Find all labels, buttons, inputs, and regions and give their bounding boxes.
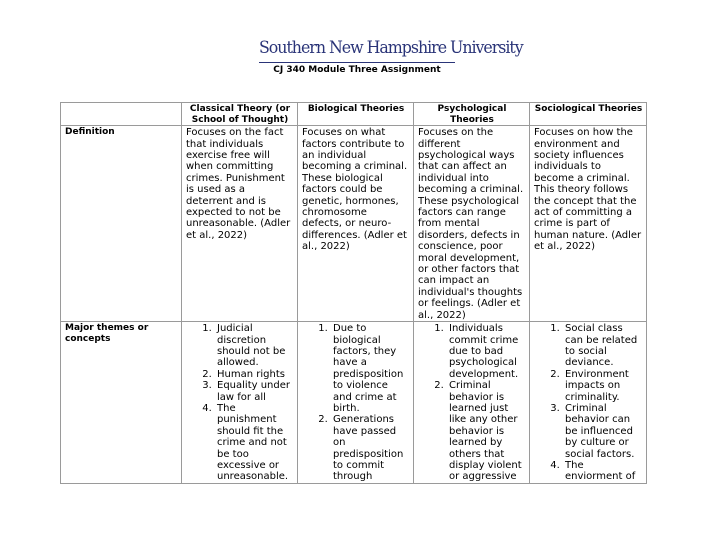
- university-logo: Southern New Hampshire University: [259, 38, 523, 58]
- list-item: 2. Environment impacts on criminality.: [563, 369, 640, 403]
- list-item: 1. Individuals commit crime due to bad psychological development.: [447, 323, 523, 380]
- header-cell-biological: Biological Theories: [298, 103, 414, 126]
- document-title: CJ 340 Module Three Assignment: [273, 65, 441, 75]
- list-item: 1. Due to biological factors, they have a predisposition to violence and crime at birth.: [331, 323, 407, 414]
- row-label-definition: Definition: [61, 126, 182, 322]
- list-item: 4. The enviorment of: [563, 460, 640, 483]
- header-cell-psychological: Psychological Theories: [414, 103, 530, 126]
- themes-psychological-list: [414, 323, 523, 483]
- definition-biological: Focuses on what factors contribute to an individual becoming a criminal. These biological factors could be genetic, hormones, chromosome defects, or neuro-differences. (Adler et al., 2022): [298, 126, 414, 322]
- list-item: 3. Equality under law for all: [215, 380, 291, 403]
- definition-psychological: Focuses on the different psychological ways that can affect an individual into becoming a criminal. These psychological factors can range from mental disorders, defects in conscience, poor moral development, or other factors that can impact an individual's thoughts or feelings. (Adler et al., 2022): [414, 126, 530, 322]
- logo-underline: [259, 62, 455, 63]
- table-row-definition: [61, 126, 647, 322]
- themes-sociological-list: [530, 323, 640, 483]
- list-item: 1. Social class can be related to social deviance.: [563, 323, 640, 369]
- row-label-themes: Major themes or concepts: [61, 322, 182, 484]
- list-item: 2. Generations have passed on predisposition to commit through: [331, 414, 407, 482]
- list-item: 4. The punishment should fit the crime and not be too excessive or unreasonable.: [215, 403, 291, 483]
- list-item: 1. Judicial discretion should not be allowed.: [215, 323, 291, 369]
- themes-classical-list: [182, 323, 291, 483]
- header-cell-sociological: Sociological Theories: [530, 103, 647, 126]
- themes-biological-list: [298, 323, 407, 483]
- definition-classical: Focuses on the fact that individuals exercise free will when committing crimes. Punishment is used as a deterrent and is expected to not be unreasonable. (Adler et al., 2022): [182, 126, 298, 322]
- table-row-themes: [61, 322, 647, 484]
- themes-classical: [182, 322, 298, 484]
- definition-sociological: Focuses on how the environment and society influences individuals to become a criminal. This theory follows the concept that the act of committing a crime is part of human nature. (Adler et al., 2022): [530, 126, 647, 322]
- themes-sociological: [530, 322, 647, 484]
- header-cell-empty: [61, 103, 182, 126]
- list-item: 3. Criminal behavior can be influenced by culture or social factors.: [563, 403, 640, 460]
- header-cell-classical: Classical Theory (or School of Thought): [182, 103, 298, 126]
- theories-table: [60, 102, 647, 484]
- themes-biological: [298, 322, 414, 484]
- themes-psychological: [414, 322, 530, 484]
- table-header-row: [61, 103, 647, 126]
- list-item: 2. Human rights: [215, 369, 291, 380]
- list-item: 2. Criminal behavior is learned just like any other behavior is learned by others that display violent or aggressive: [447, 380, 523, 483]
